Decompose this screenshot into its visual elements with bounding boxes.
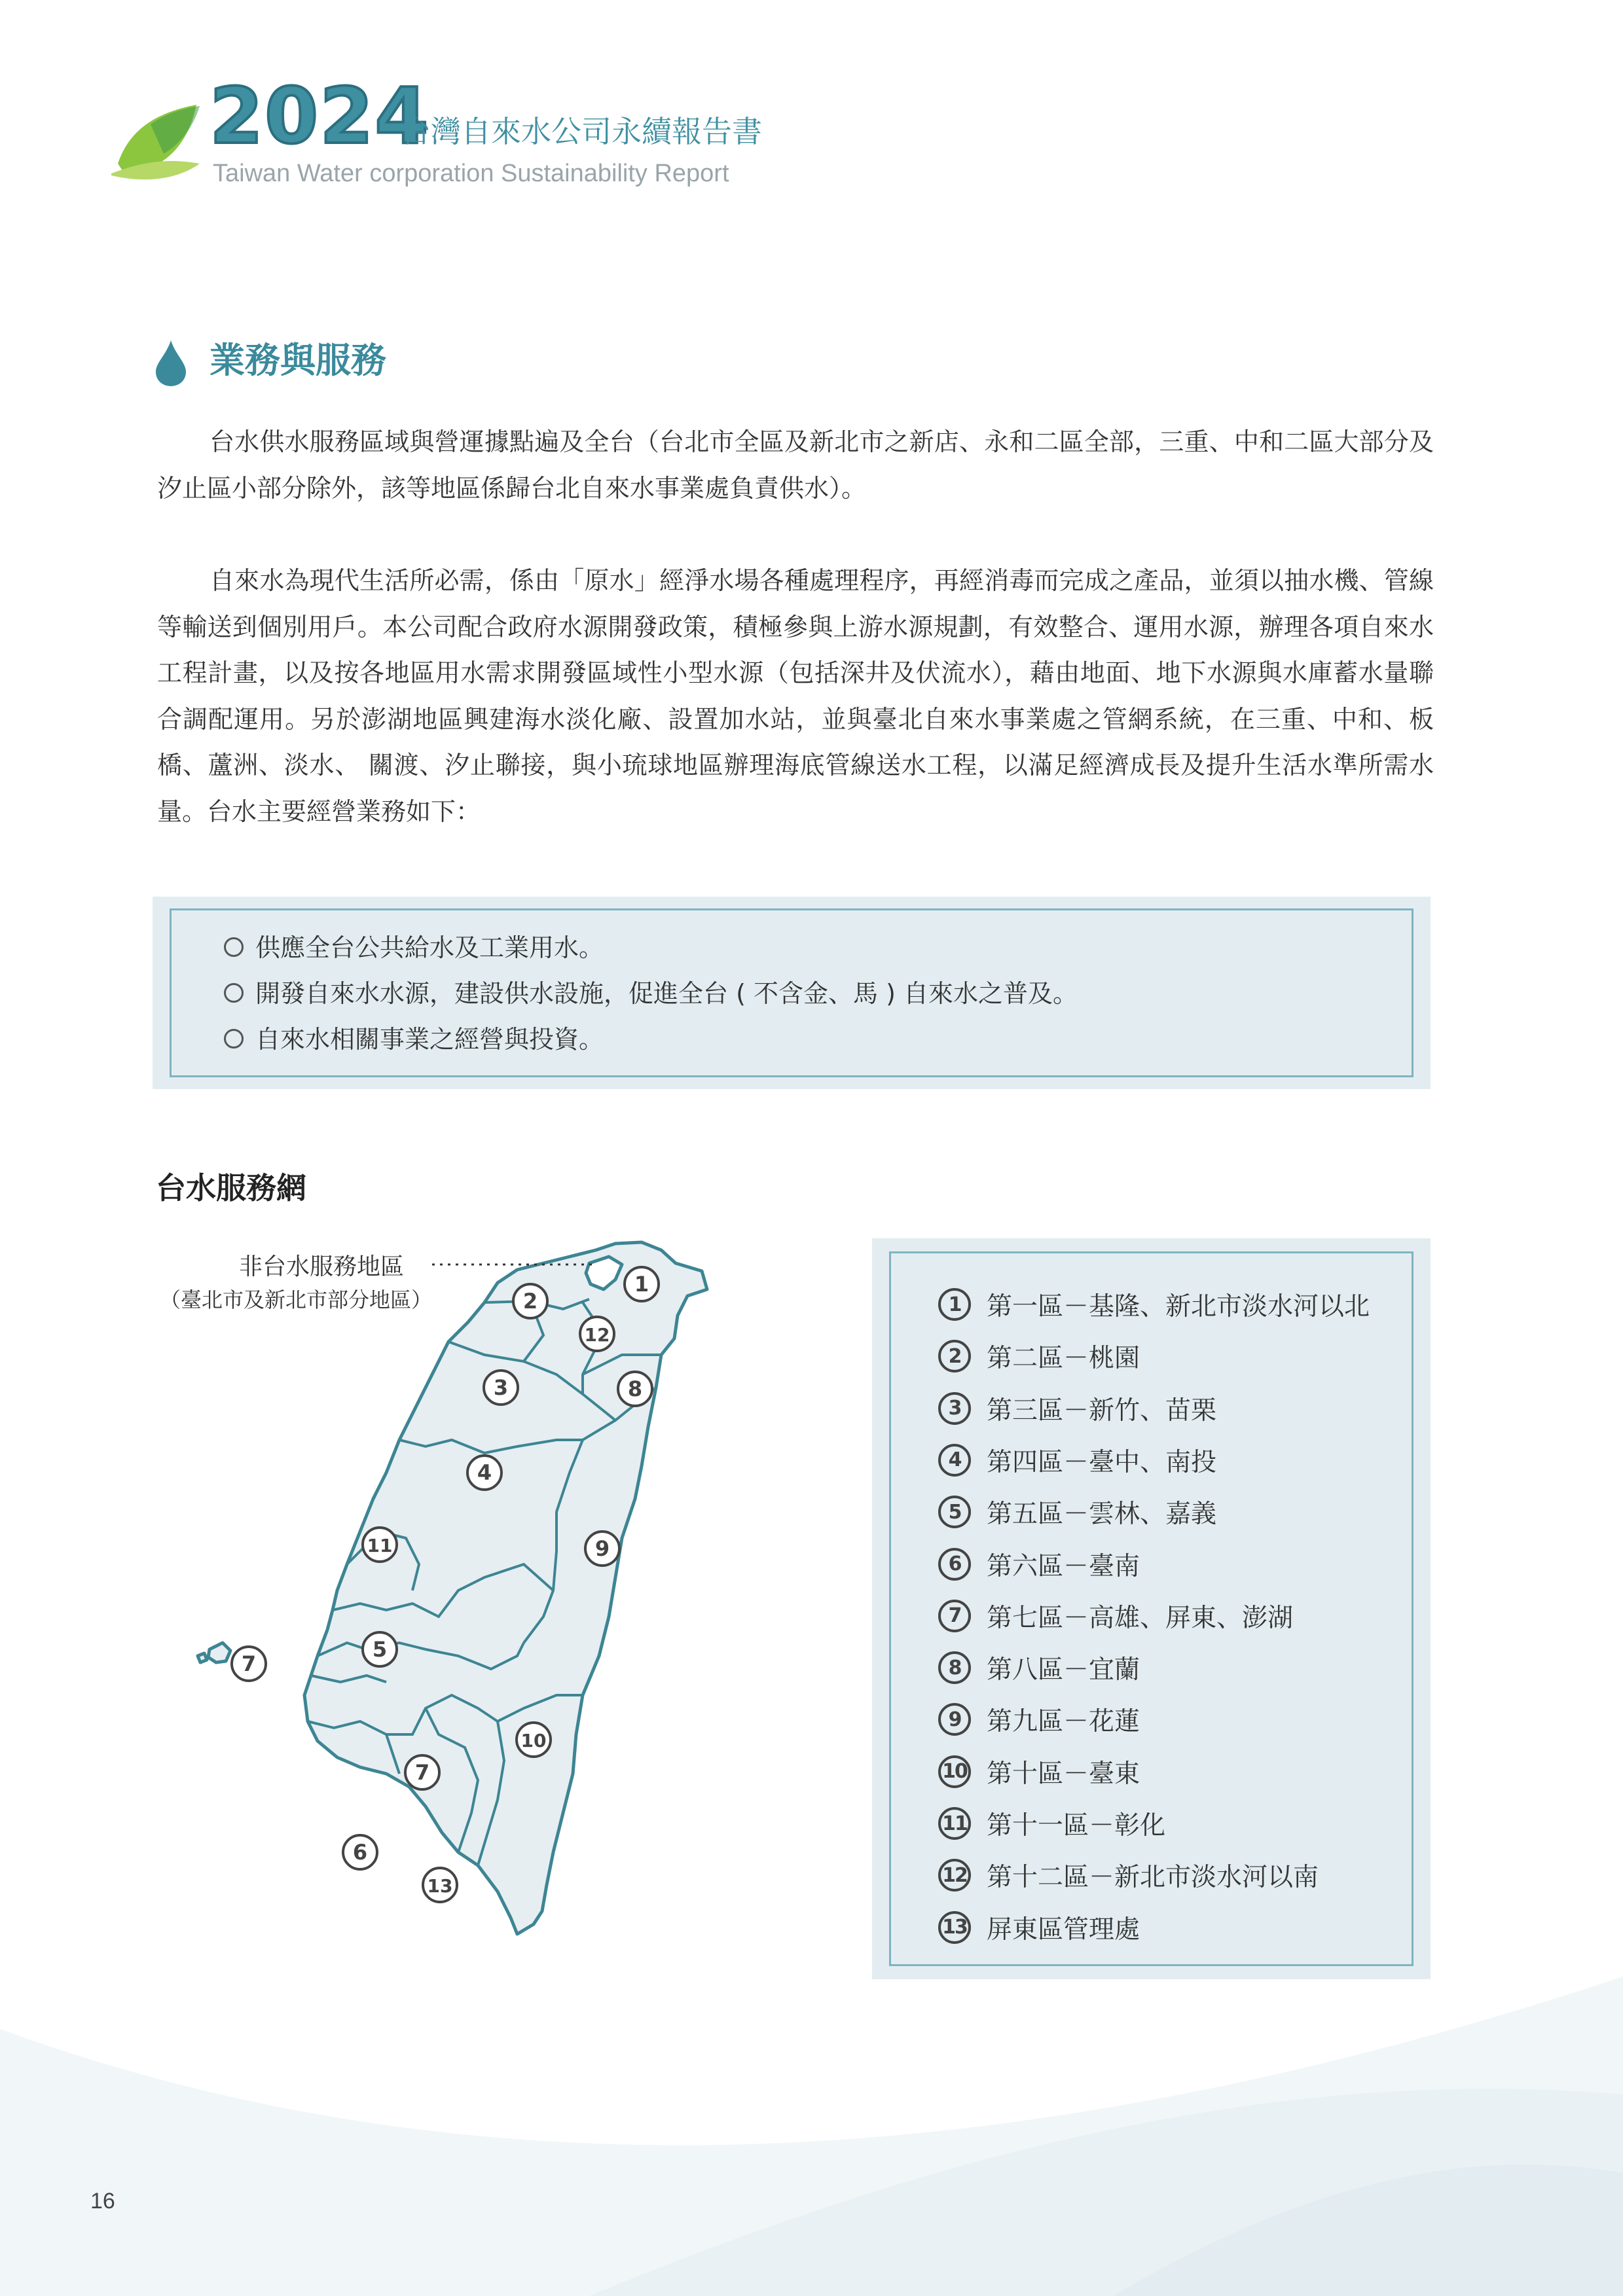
district-marker-label: 9 — [594, 1536, 610, 1561]
district-number-badge: 7 — [938, 1600, 971, 1632]
district-marker — [517, 1723, 551, 1757]
penghu-island-shape — [208, 1643, 230, 1662]
business-item: 供應全台公共給水及工業用水。 — [224, 935, 604, 960]
legend-row — [938, 1908, 1140, 1947]
taiwan-service-map — [190, 1224, 727, 1983]
district-marker — [343, 1835, 377, 1869]
water-drop-icon — [155, 340, 187, 386]
district-number-badge: 8 — [938, 1651, 971, 1684]
report-subtitle: Taiwan Water corporation Sustainability Report — [213, 160, 729, 187]
district-marker — [423, 1868, 457, 1902]
district-marker-label: 10 — [520, 1730, 547, 1751]
district-number-badge: 10 — [938, 1755, 971, 1788]
legend-row — [938, 1856, 1319, 1895]
district-marker-label: 3 — [493, 1375, 509, 1400]
district-number-badge: 2 — [938, 1340, 971, 1372]
legend-text: 第六區－臺南 — [987, 1551, 1140, 1581]
district-number-badge: 12 — [938, 1859, 971, 1892]
district-marker — [363, 1528, 397, 1562]
district-marker — [232, 1647, 266, 1681]
section-heading: 業務與服務 — [210, 340, 386, 381]
district-number-badge: 3 — [938, 1392, 971, 1425]
taiwan-island-outline — [304, 1242, 707, 1934]
legend-row — [938, 1492, 1216, 1532]
district-marker-label: 13 — [427, 1875, 453, 1897]
district-number-badge: 4 — [938, 1444, 971, 1477]
page-number: 16 — [90, 2189, 115, 2214]
legend-text: 第一區－基隆、新北市淡水河以北 — [987, 1292, 1370, 1321]
district-number-badge: 6 — [938, 1548, 971, 1581]
district-marker-label: 5 — [372, 1637, 388, 1662]
district-marker-label: 1 — [634, 1272, 649, 1297]
legend-row — [938, 1804, 1165, 1843]
legend-text: 第九區－花蓮 — [987, 1707, 1140, 1737]
legend-row — [938, 1336, 1140, 1376]
legend-row — [938, 1285, 1370, 1324]
district-marker-label: 2 — [522, 1289, 538, 1314]
district-number-badge: 5 — [938, 1496, 971, 1528]
legend-row — [938, 1441, 1216, 1480]
legend-row — [938, 1648, 1140, 1687]
district-marker-label: 11 — [367, 1535, 393, 1556]
legend-row — [938, 1752, 1140, 1791]
legend-text: 第四區－臺中、南投 — [987, 1447, 1217, 1477]
district-marker-label: 12 — [584, 1324, 610, 1346]
legend-row — [938, 1596, 1293, 1636]
legend-text: 第五區－雲林、嘉義 — [987, 1499, 1217, 1530]
legend-text: 第八區－宜蘭 — [987, 1655, 1140, 1685]
district-marker — [580, 1317, 614, 1351]
legend-text: 第三區－新竹、苗栗 — [987, 1395, 1217, 1426]
district-marker — [484, 1371, 518, 1405]
legend-row — [938, 1545, 1140, 1584]
legend-text: 第二區－桃園 — [987, 1344, 1140, 1374]
district-number-badge: 1 — [938, 1288, 971, 1321]
business-item: 自來水相關事業之經營與投資。 — [224, 1027, 604, 1052]
legend-text: 屏東區管理處 — [987, 1914, 1140, 1945]
business-items-box — [153, 897, 1431, 1089]
district-legend-frame — [889, 1251, 1413, 1966]
district-marker — [618, 1372, 652, 1406]
district-marker — [363, 1632, 397, 1666]
district-number-badge: 11 — [938, 1807, 971, 1840]
legend-text: 第十一區－彰化 — [987, 1811, 1166, 1840]
network-title: 台水服務網 — [156, 1170, 306, 1206]
district-legend-box — [872, 1238, 1431, 1979]
district-marker — [585, 1532, 619, 1566]
district-marker — [405, 1755, 439, 1789]
legend-text: 第七區－高雄、屏東、澎湖 — [987, 1603, 1294, 1633]
report-title: 台灣自來水公司永續報告書 — [401, 114, 762, 149]
legend-row — [938, 1700, 1140, 1739]
district-marker — [467, 1456, 501, 1490]
circle-bullet-icon — [224, 1029, 244, 1049]
district-marker-label: 6 — [352, 1840, 368, 1865]
district-marker-label: 7 — [414, 1760, 430, 1785]
district-marker — [513, 1284, 547, 1318]
non-service-area-label: 非台水服務地區 — [239, 1253, 405, 1280]
district-marker-label: 4 — [477, 1460, 492, 1485]
report-year: 2024 — [210, 71, 430, 161]
penghu-island-shape — [198, 1653, 207, 1662]
district-number-badge: 13 — [938, 1911, 971, 1944]
circle-bullet-icon — [224, 937, 244, 957]
district-marker-label: 7 — [241, 1651, 257, 1676]
legend-text: 第十二區－新北市淡水河以南 — [987, 1863, 1319, 1893]
business-items-frame — [170, 908, 1413, 1077]
non-service-area-note: （臺北市及新北市部分地區） — [160, 1287, 433, 1312]
business-item: 開發自來水水源，建設供水設施，促進全台 ( 不含金、馬 ) 自來水之普及。 — [224, 981, 1078, 1006]
district-number-badge: 9 — [938, 1703, 971, 1736]
district-marker — [625, 1267, 659, 1301]
intro-paragraph-1: 台水供水服務區域與營運據點遍及全台（台北市全區及新北市之新店、永和二區全部，三重、中和二區大部分及汐止區小部分除外，該等地區係歸台北自來水事業處負責供水）。 — [157, 427, 1434, 503]
circle-bullet-icon — [224, 983, 244, 1003]
legend-text: 第十區－臺東 — [987, 1759, 1140, 1789]
legend-row — [938, 1389, 1216, 1428]
leaf-logo-icon — [111, 98, 203, 183]
intro-paragraph-2: 自來水為現代生活所必需，係由「原水」經淨水場各種處理程序，再經消毒而完成之產品，並須以抽水機、管線等輸送到個別用戶。本公司配合政府水源開發政策，積極參與上游水源規劃，有效整合、運用水源，辦理各項自來水工程計畫，以及按各地區用水需求開發區域性小型水源（包括深井及伏流水），藉由地面、地下水源與水庫蓄水量聯合調配運用。另於澎湖地區興建海水淡化廠、設置加水站，並與臺北自來水事業處之管網系統，在三重、中和、板橋、蘆洲、淡水、 關渡、汐止聯接，與小琉球地區辦理海底管線送水工程，以滿足經濟成長及提升生活水準所需水量。台水主要經營業務如下： — [157, 566, 1434, 826]
district-marker-label: 8 — [627, 1376, 643, 1401]
